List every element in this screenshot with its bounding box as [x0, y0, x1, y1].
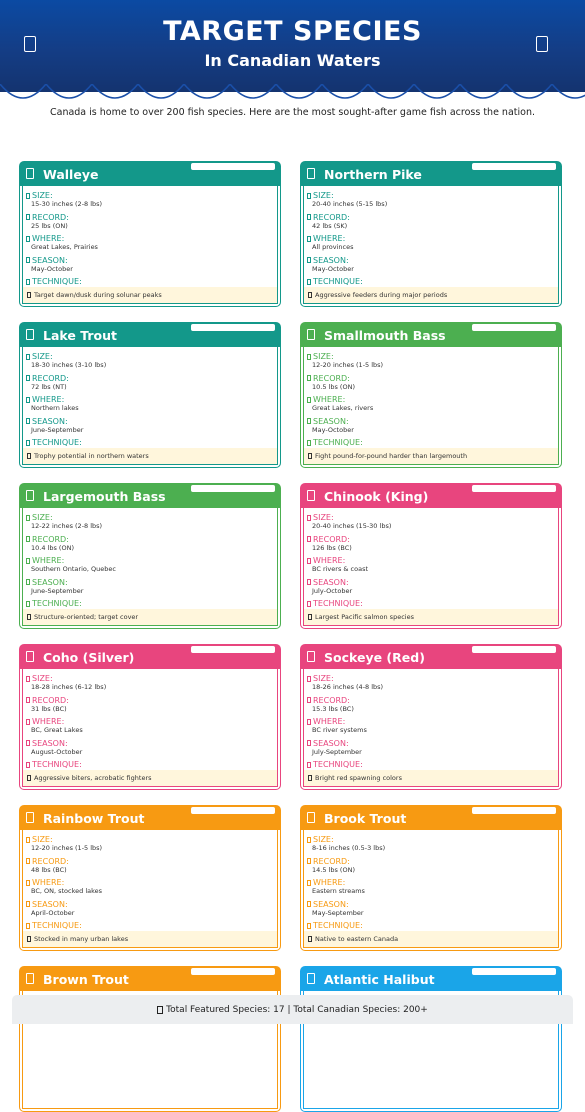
- box-icon: [307, 536, 311, 542]
- box-icon: [307, 601, 311, 607]
- footer-text: Total Featured Species: 17 | Total Canadian Species: 200+: [166, 1004, 428, 1015]
- box-icon: [307, 740, 311, 746]
- field-label: RECORD:: [313, 373, 350, 383]
- field-value: 31 lbs (BC): [31, 704, 67, 713]
- field-technique: [307, 438, 556, 448]
- box-icon: [307, 214, 311, 220]
- species-name: Coho (Silver): [43, 650, 135, 665]
- field-technique: [26, 760, 275, 770]
- field-size: [307, 674, 556, 696]
- field-label: RECORD:: [313, 856, 350, 866]
- box-icon: [26, 397, 30, 403]
- field-value: May-October: [312, 425, 354, 434]
- wave-divider: [0, 84, 585, 106]
- box-icon: [307, 257, 311, 263]
- technique-box: [304, 609, 558, 625]
- field-record: [307, 857, 556, 879]
- field-value: 48 lbs (BC): [31, 865, 67, 874]
- field-value: 18-28 inches (6-12 lbs): [31, 683, 107, 691]
- field-season: [307, 578, 556, 600]
- species-fields: [26, 674, 275, 770]
- box-icon: [308, 775, 312, 781]
- species-card: [300, 161, 562, 307]
- page-subtitle: In Canadian Waters: [204, 51, 381, 70]
- card-header: [19, 483, 281, 508]
- box-icon: [307, 236, 311, 242]
- field-value: 12-20 inches (1-5 lbs): [312, 361, 384, 369]
- card-header: [19, 322, 281, 347]
- field-size: [307, 513, 556, 535]
- field-season: [307, 900, 556, 922]
- fish-icon: [26, 490, 34, 501]
- field-label: SIZE:: [313, 513, 334, 522]
- field-size: [307, 835, 556, 857]
- intro-text: Canada is home to over 200 fish species. Here are the most sought-after game fish across the nation.: [49, 107, 535, 118]
- field-value: 10.5 lbs (ON): [312, 382, 355, 391]
- box-icon: [26, 558, 30, 564]
- header-pill: [191, 968, 275, 975]
- species-fields: [26, 191, 275, 287]
- box-icon: [307, 579, 311, 585]
- field-value: BC river systems: [312, 726, 367, 734]
- box-icon: [307, 923, 311, 929]
- field-label: SIZE:: [313, 352, 334, 361]
- field-label: SIZE:: [32, 191, 53, 200]
- field-label: SEASON:: [32, 255, 68, 265]
- field-season: [26, 900, 275, 922]
- box-icon: [308, 936, 312, 942]
- field-technique: [307, 599, 556, 609]
- species-fields: [307, 513, 556, 609]
- fish-icon: [307, 812, 315, 823]
- box-icon: [308, 614, 312, 620]
- box-icon: [307, 515, 311, 521]
- field-where: [26, 395, 275, 417]
- box-icon: [26, 536, 30, 542]
- field-label: SIZE:: [313, 191, 334, 200]
- field-where: [307, 234, 556, 256]
- field-record: [26, 374, 275, 396]
- field-where: [26, 717, 275, 739]
- field-label: SEASON:: [313, 255, 349, 265]
- field-label: RECORD:: [32, 856, 69, 866]
- header-pill: [191, 324, 275, 331]
- species-name: Walleye: [43, 167, 99, 182]
- field-value: May-October: [31, 264, 73, 273]
- field-label: RECORD:: [313, 695, 350, 705]
- field-label: WHERE:: [32, 556, 65, 565]
- field-label: TECHNIQUE:: [313, 438, 363, 447]
- field-record: [26, 857, 275, 879]
- box-icon: [307, 719, 311, 725]
- card-header: [300, 644, 562, 669]
- field-label: SEASON:: [32, 416, 68, 426]
- field-label: SEASON:: [32, 738, 68, 748]
- box-icon: [26, 923, 30, 929]
- box-icon: [307, 418, 311, 424]
- field-value: All provinces: [312, 243, 354, 251]
- fish-icon: [26, 168, 34, 179]
- field-label: SEASON:: [32, 899, 68, 909]
- box-icon: [26, 719, 30, 725]
- box-icon: [26, 257, 30, 263]
- field-season: [26, 578, 275, 600]
- field-label: TECHNIQUE:: [32, 277, 82, 286]
- field-size: [26, 352, 275, 374]
- species-name: Rainbow Trout: [43, 811, 145, 826]
- card-header: [300, 966, 562, 991]
- box-icon: [26, 418, 30, 424]
- box-icon: [26, 193, 30, 199]
- field-label: SIZE:: [32, 835, 53, 844]
- box-icon: [307, 837, 311, 843]
- field-label: RECORD:: [313, 212, 350, 222]
- box-icon: [26, 740, 30, 746]
- header-pill: [472, 646, 556, 653]
- fish-icon: [26, 651, 34, 662]
- species-fields: [26, 835, 275, 931]
- box-icon: [26, 579, 30, 585]
- technique-box: [23, 609, 277, 625]
- species-name: Brook Trout: [324, 811, 407, 826]
- species-name: Brown Trout: [43, 972, 129, 987]
- field-value: 25 lbs (ON): [31, 221, 68, 230]
- box-icon: [307, 858, 311, 864]
- species-card: [300, 483, 562, 629]
- field-technique: [307, 760, 556, 770]
- species-name: Smallmouth Bass: [324, 328, 446, 343]
- species-name: Lake Trout: [43, 328, 117, 343]
- field-label: WHERE:: [313, 878, 346, 887]
- field-technique: [307, 277, 556, 287]
- technique-text: Largest Pacific salmon species: [315, 613, 414, 621]
- field-label: TECHNIQUE:: [313, 760, 363, 769]
- field-value: June-September: [31, 425, 84, 434]
- box-icon: [26, 236, 30, 242]
- field-label: WHERE:: [32, 395, 65, 404]
- field-label: WHERE:: [32, 234, 65, 243]
- technique-text: Fight pound-for-pound harder than largemouth: [315, 452, 468, 460]
- field-label: SEASON:: [313, 738, 349, 748]
- field-label: SEASON:: [313, 416, 349, 426]
- header-pill: [472, 324, 556, 331]
- card-header: [19, 644, 281, 669]
- card-header: [19, 966, 281, 991]
- header-pill: [191, 646, 275, 653]
- species-fields: [26, 352, 275, 448]
- card-header: [19, 161, 281, 186]
- technique-box: [304, 770, 558, 786]
- page-header: [0, 0, 585, 92]
- field-technique: [26, 599, 275, 609]
- species-card: [19, 322, 281, 468]
- technique-box: [23, 448, 277, 464]
- field-label: SEASON:: [32, 577, 68, 587]
- field-value: 15-30 inches (2-8 lbs): [31, 200, 103, 208]
- box-icon: [308, 453, 312, 459]
- field-where: [307, 395, 556, 417]
- field-value: Southern Ontario, Quebec: [31, 565, 116, 573]
- species-card: [19, 483, 281, 629]
- technique-box: [23, 931, 277, 947]
- field-where: [307, 717, 556, 739]
- field-label: WHERE:: [313, 395, 346, 404]
- fish-icon: [307, 329, 315, 340]
- species-name: Sockeye (Red): [324, 650, 425, 665]
- field-label: TECHNIQUE:: [313, 277, 363, 286]
- box-icon: [307, 558, 311, 564]
- field-value: Great Lakes, rivers: [312, 404, 374, 412]
- field-value: July-October: [312, 586, 353, 595]
- technique-box: [23, 287, 277, 303]
- technique-text: Trophy potential in northern waters: [34, 452, 149, 460]
- field-record: [26, 696, 275, 718]
- field-label: WHERE:: [313, 717, 346, 726]
- field-season: [26, 739, 275, 761]
- box-icon: [307, 375, 311, 381]
- field-record: [307, 696, 556, 718]
- field-season: [26, 417, 275, 439]
- box-icon: [307, 354, 311, 360]
- field-value: 18-30 inches (3-10 lbs): [31, 361, 107, 369]
- header-pill: [472, 163, 556, 170]
- field-season: [307, 739, 556, 761]
- box-icon: [26, 515, 30, 521]
- field-value: BC, ON, stocked lakes: [31, 887, 103, 895]
- box-icon: [26, 676, 30, 682]
- field-value: 42 lbs (SK): [312, 221, 348, 230]
- field-value: July-September: [312, 747, 362, 756]
- box-icon: [308, 292, 312, 298]
- species-name: Atlantic Halibut: [324, 972, 435, 987]
- field-value: Northern lakes: [31, 404, 79, 412]
- field-label: TECHNIQUE:: [32, 760, 82, 769]
- field-label: SIZE:: [32, 352, 53, 361]
- field-where: [26, 556, 275, 578]
- technique-box: [304, 448, 558, 464]
- field-season: [307, 417, 556, 439]
- field-label: SEASON:: [313, 577, 349, 587]
- field-value: 8-16 inches (0.5-3 lbs): [312, 844, 386, 852]
- box-icon: [26, 901, 30, 907]
- field-value: BC rivers & coast: [312, 565, 369, 573]
- field-size: [26, 835, 275, 857]
- field-label: RECORD:: [32, 534, 69, 544]
- header-pill: [191, 163, 275, 170]
- box-icon: [536, 36, 548, 52]
- field-where: [26, 878, 275, 900]
- field-value: 12-22 inches (2-8 lbs): [31, 522, 103, 530]
- field-label: TECHNIQUE:: [313, 599, 363, 608]
- field-value: May-October: [312, 264, 354, 273]
- box-icon: [307, 880, 311, 886]
- species-name: Largemouth Bass: [43, 489, 166, 504]
- species-card: [19, 805, 281, 951]
- species-card: [19, 966, 281, 1112]
- field-value: May-September: [312, 908, 364, 917]
- technique-text: Aggressive biters, acrobatic fighters: [34, 774, 152, 782]
- box-icon: [27, 936, 31, 942]
- species-fields: [26, 513, 275, 609]
- field-value: 12-20 inches (1-5 lbs): [31, 844, 103, 852]
- box-icon: [307, 397, 311, 403]
- field-label: WHERE:: [313, 234, 346, 243]
- technique-text: Target dawn/dusk during solunar peaks: [34, 291, 162, 299]
- box-icon: [26, 858, 30, 864]
- header-pill: [472, 485, 556, 492]
- field-record: [307, 535, 556, 557]
- field-label: SIZE:: [313, 835, 334, 844]
- field-label: TECHNIQUE:: [313, 921, 363, 930]
- species-fields: [307, 835, 556, 931]
- field-size: [26, 191, 275, 213]
- field-record: [307, 213, 556, 235]
- card-header: [300, 161, 562, 186]
- box-icon: [26, 762, 30, 768]
- field-value: June-September: [31, 586, 84, 595]
- box-icon: [26, 440, 30, 446]
- field-label: TECHNIQUE:: [32, 921, 82, 930]
- page-title: TARGET SPECIES: [163, 16, 422, 47]
- header-pill: [472, 968, 556, 975]
- box-icon: [26, 214, 30, 220]
- technique-text: Bright red spawning colors: [315, 774, 402, 782]
- card-header: [300, 805, 562, 830]
- field-size: [26, 674, 275, 696]
- field-size: [26, 513, 275, 535]
- box-icon: [27, 453, 31, 459]
- field-season: [307, 256, 556, 278]
- card-header: [300, 322, 562, 347]
- field-value: 18-26 inches (4-8 lbs): [312, 683, 384, 691]
- box-icon: [307, 440, 311, 446]
- card-header: [19, 805, 281, 830]
- box-icon: [26, 697, 30, 703]
- field-value: 126 lbs (BC): [312, 543, 352, 552]
- field-label: RECORD:: [32, 373, 69, 383]
- species-fields: [307, 674, 556, 770]
- field-value: 10.4 lbs (ON): [31, 543, 74, 552]
- field-value: 20-40 inches (5-15 lbs): [312, 200, 388, 208]
- species-name: Northern Pike: [324, 167, 422, 182]
- box-icon: [26, 880, 30, 886]
- field-value: 20-40 inches (15-30 lbs): [312, 522, 392, 530]
- header-pill: [191, 807, 275, 814]
- field-value: BC, Great Lakes: [31, 726, 83, 734]
- field-label: RECORD:: [32, 695, 69, 705]
- field-value: 15.3 lbs (BC): [312, 704, 354, 713]
- field-technique: [26, 921, 275, 931]
- technique-box: [304, 287, 558, 303]
- field-record: [26, 535, 275, 557]
- field-value: 72 lbs (NT): [31, 382, 67, 391]
- box-icon: [26, 601, 30, 607]
- technique-text: Stocked in many urban lakes: [34, 935, 129, 943]
- card-header: [300, 483, 562, 508]
- box-icon: [307, 901, 311, 907]
- box-icon: [26, 279, 30, 285]
- technique-text: Aggressive feeders during major periods: [315, 291, 448, 299]
- species-card: [19, 161, 281, 307]
- box-icon: [307, 697, 311, 703]
- box-icon: [27, 614, 31, 620]
- field-technique: [307, 921, 556, 931]
- field-value: Eastern streams: [312, 887, 365, 895]
- field-label: SIZE:: [32, 513, 53, 522]
- species-card: [300, 322, 562, 468]
- species-card: [300, 805, 562, 951]
- box-icon: [307, 279, 311, 285]
- field-label: WHERE:: [32, 878, 65, 887]
- species-fields: [307, 191, 556, 287]
- box-icon: [307, 762, 311, 768]
- field-season: [26, 256, 275, 278]
- species-fields: [307, 352, 556, 448]
- fish-icon: [26, 812, 34, 823]
- field-where: [307, 878, 556, 900]
- field-value: Great Lakes, Prairies: [31, 243, 98, 251]
- field-label: WHERE:: [313, 556, 346, 565]
- header-pill: [191, 485, 275, 492]
- species-card: [19, 644, 281, 790]
- fish-icon: [307, 168, 315, 179]
- box-icon: [157, 1006, 163, 1014]
- fish-icon: [26, 329, 34, 340]
- header-pill: [472, 807, 556, 814]
- field-label: TECHNIQUE:: [32, 599, 82, 608]
- fish-icon: [307, 490, 315, 501]
- fish-icon: [26, 973, 34, 984]
- species-card: [300, 966, 562, 1112]
- field-technique: [26, 277, 275, 287]
- species-card: [300, 644, 562, 790]
- technique-box: [23, 770, 277, 786]
- field-size: [307, 191, 556, 213]
- technique-box: [304, 931, 558, 947]
- box-icon: [26, 837, 30, 843]
- field-label: RECORD:: [32, 212, 69, 222]
- box-icon: [26, 375, 30, 381]
- field-value: April-October: [31, 908, 75, 917]
- field-value: August-October: [31, 747, 83, 756]
- species-name: Chinook (King): [324, 489, 429, 504]
- field-label: SIZE:: [313, 674, 334, 683]
- field-label: SIZE:: [32, 674, 53, 683]
- fish-icon: [307, 651, 315, 662]
- footer-bar: [12, 995, 573, 1024]
- field-technique: [26, 438, 275, 448]
- technique-text: Structure-oriented; target cover: [34, 613, 139, 621]
- field-label: WHERE:: [32, 717, 65, 726]
- box-icon: [27, 775, 31, 781]
- box-icon: [307, 676, 311, 682]
- box-icon: [26, 354, 30, 360]
- field-record: [26, 213, 275, 235]
- box-icon: [27, 292, 31, 298]
- box-icon: [307, 193, 311, 199]
- field-value: 14.5 lbs (ON): [312, 865, 355, 874]
- field-label: SEASON:: [313, 899, 349, 909]
- technique-text: Native to eastern Canada: [315, 935, 399, 943]
- field-where: [26, 234, 275, 256]
- field-where: [307, 556, 556, 578]
- field-label: TECHNIQUE:: [32, 438, 82, 447]
- field-record: [307, 374, 556, 396]
- field-label: RECORD:: [313, 534, 350, 544]
- field-size: [307, 352, 556, 374]
- fish-icon: [307, 973, 315, 984]
